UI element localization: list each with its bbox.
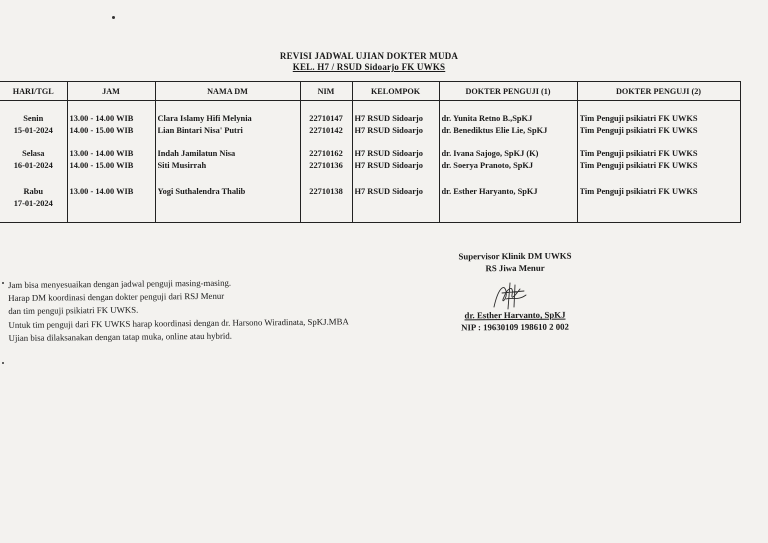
examiner1-cell: dr. Esther Haryanto, SpKJ bbox=[439, 182, 577, 223]
note-line: Untuk tim penguji dari FK UWKS harap koordinasi dengan dr. Harsono Wiradinata, SpKJ.MBA bbox=[8, 316, 349, 330]
col-header: NAMA DM bbox=[155, 82, 300, 101]
note-line: Jam bisa menyesuaikan dengan jadwal penguji masing-masing. bbox=[8, 277, 232, 290]
table-row bbox=[0, 182, 740, 223]
examiner1-cell: dr. Yunita Retno B.,SpKJ dr. Benediktus Elie Lie, SpKJ bbox=[439, 101, 577, 145]
signature-institution: RS Jiwa Menur bbox=[485, 262, 545, 274]
time-cell: 13.00 - 14.00 WIB 14.00 - 15.00 WIB bbox=[67, 101, 155, 145]
group-cell: H7 RSUD Sidoarjo H7 RSUD Sidoarjo bbox=[352, 144, 439, 182]
signature-role: Supervisor Klinik DM UWKS bbox=[458, 250, 572, 262]
document-subtitle: KEL. H7 / RSUD Sidoarjo FK UWKS bbox=[292, 62, 446, 72]
nim-cell: 22710162 22710136 bbox=[300, 144, 352, 182]
name-cell: Yogi Suthalendra Thalib bbox=[155, 182, 300, 223]
notes-block bbox=[8, 275, 349, 345]
table-row bbox=[0, 144, 740, 182]
time-cell: 13.00 - 14.00 WIB 14.00 - 15.00 WIB bbox=[67, 144, 155, 182]
schedule-table bbox=[0, 81, 741, 223]
speck bbox=[2, 282, 4, 284]
note-line: dan tim penguji psikiatri FK UWKS. bbox=[8, 305, 139, 317]
examiner2-cell: Tim Penguji psikiatri FK UWKS bbox=[577, 182, 740, 223]
name-cell: Indah Jamilatun Nisa Siti Musirrah bbox=[155, 144, 300, 182]
examiner2-cell: Tim Penguji psikiatri FK UWKS Tim Penguji psikiatri FK UWKS bbox=[577, 101, 740, 145]
note-line: Harap DM koordinasi dengan dokter penguji dari RSJ Menur bbox=[8, 290, 225, 304]
day-cell: Rabu 17-01-2024 bbox=[0, 182, 67, 223]
table-header-row bbox=[0, 82, 740, 101]
signature-name: dr. Esther Harvanto, SpKJ bbox=[464, 309, 566, 321]
col-header: JAM bbox=[67, 82, 155, 101]
signature-block bbox=[430, 249, 600, 274]
handwritten-signature bbox=[484, 279, 532, 313]
name-cell: Clara Islamy Hifi Melynia Lian Bintari Nisa' Putri bbox=[155, 101, 300, 145]
group-cell: H7 RSUD Sidoarjo bbox=[352, 182, 439, 223]
document-title: REVISI JADWAL UJIAN DOKTER MUDA bbox=[279, 51, 459, 61]
table-row bbox=[0, 101, 740, 145]
time-cell: 13.00 - 14.00 WIB bbox=[67, 182, 155, 223]
day-cell: Senin 15-01-2024 bbox=[13, 114, 53, 135]
note-line: Ujian bisa dilaksanakan dengan tatap muka, online atau hybrid. bbox=[8, 330, 232, 343]
col-header: DOKTER PENGUJI (2) bbox=[577, 82, 740, 101]
col-header: DOKTER PENGUJI (1) bbox=[439, 82, 577, 101]
col-header: KELOMPOK bbox=[352, 82, 439, 101]
col-header: HARI/TGL bbox=[0, 82, 67, 101]
examiner2-cell: Tim Penguji psikiatri FK UWKS Tim Penguji psikiatri FK UWKS bbox=[577, 144, 740, 182]
signature-nip: NIP : 19630109 198610 2 002 bbox=[461, 321, 569, 333]
speck bbox=[112, 16, 115, 19]
col-header: NIM bbox=[300, 82, 352, 101]
nim-cell: 22710138 bbox=[300, 182, 352, 223]
day-cell: Selasa 16-01-2024 bbox=[13, 149, 53, 170]
speck bbox=[2, 362, 4, 364]
examiner1-cell: dr. Ivana Sajogo, SpKJ (K) dr. Soerya Pranoto, SpKJ bbox=[439, 144, 577, 182]
nim-cell: 22710147 22710142 bbox=[300, 101, 352, 145]
group-cell: H7 RSUD Sidoarjo H7 RSUD Sidoarjo bbox=[352, 101, 439, 145]
